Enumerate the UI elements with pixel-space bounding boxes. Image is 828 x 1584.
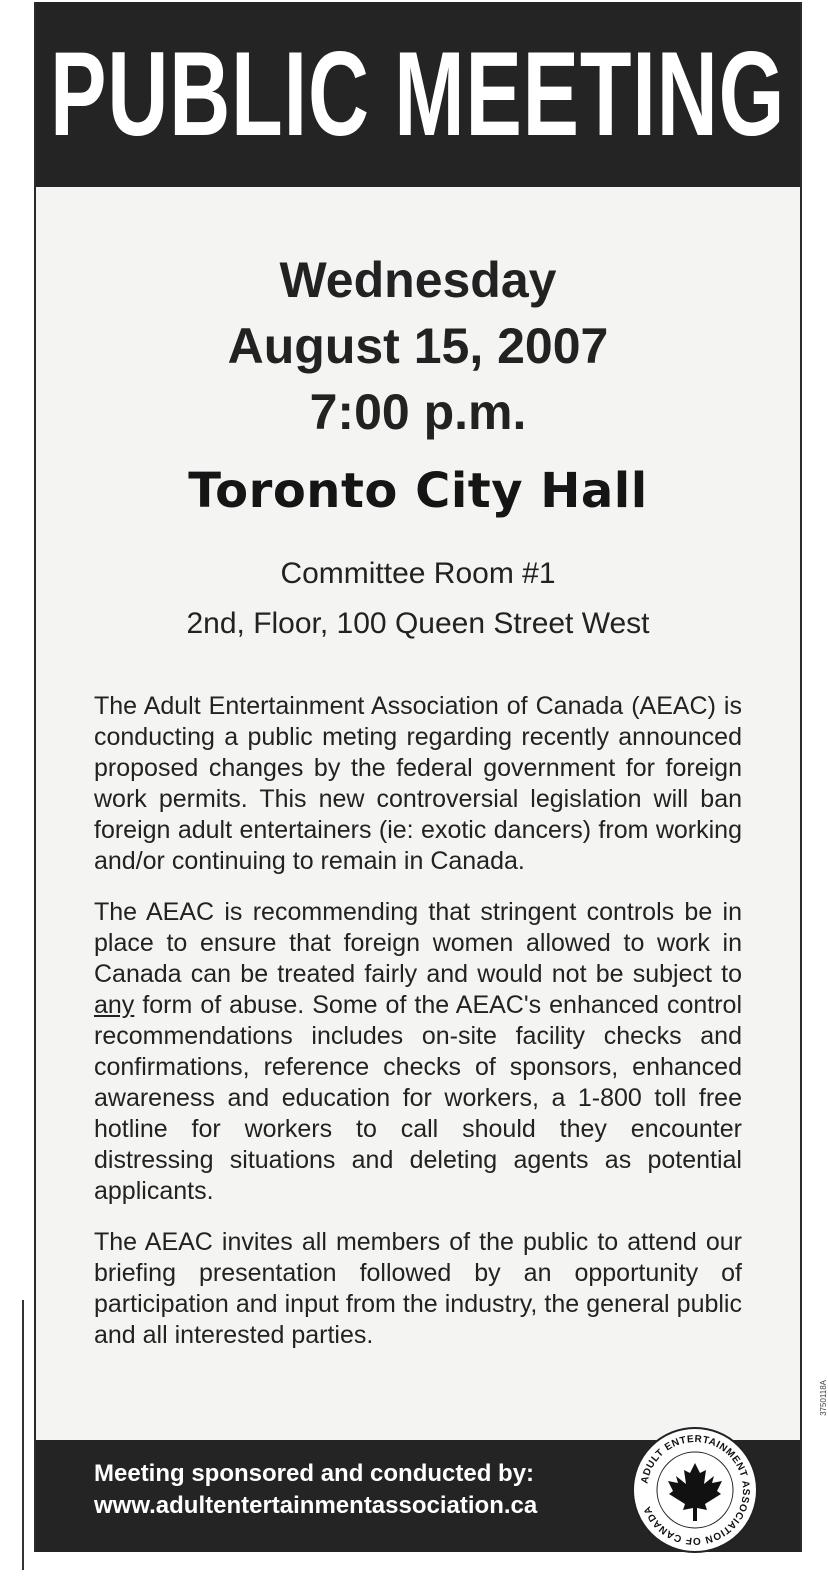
sponsor-url[interactable]: www.adultentertainmentassociation.ca	[94, 1492, 538, 1519]
underlined-word: any	[94, 991, 135, 1019]
footer-text	[94, 1458, 537, 1522]
date-block	[36, 247, 800, 445]
paragraph-2-start: The AEAC is recommending that stringent controls be in place to ensure that foreign women allowed to work in Canada can be treated fairly and would not be subject to	[94, 898, 742, 988]
scan-edge-line	[22, 1300, 24, 1570]
paragraph-3: The AEAC invites all members of the public to attend our briefing presentation followed by an opportunity of participation and input from the industry, the general public and all interested parties.	[94, 1228, 742, 1349]
banner-title: PUBLIC MEETING	[50, 27, 786, 161]
advertisement	[34, 2, 802, 1552]
paragraph-2	[94, 897, 742, 1207]
side-code: 3750118A	[819, 1380, 828, 1416]
event-venue: Toronto City Hall	[188, 463, 648, 519]
event-room: Committee Room #1	[280, 557, 556, 590]
association-seal	[630, 1425, 760, 1555]
event-date: August 15, 2007	[227, 318, 609, 374]
sponsor-label: Meeting sponsored and conducted by:	[94, 1460, 535, 1487]
seal-text: ADULT ENTERTAINMENT ASSOCIATION OF CANADA	[639, 1433, 752, 1547]
footer	[36, 1433, 800, 1552]
event-day: Wednesday	[279, 252, 557, 308]
event-address: 2nd, Floor, 100 Queen Street West	[186, 607, 650, 640]
paragraph-1: The Adult Entertainment Association of Canada (AEAC) is conducting a public meting regarding recently announced proposed changes by the federal government for foreign work permits. This new controversial legislation will ban foreign adult entertainers (ie: exotic dancers) from working and/or continuing to remain in Canada.	[94, 692, 742, 875]
room-block	[36, 549, 800, 649]
event-time: 7:00 p.m.	[309, 384, 527, 440]
body-text	[94, 691, 742, 1351]
paragraph-2-end: form of abuse. Some of the AEAC's enhanced control recommendations includes on-site facility checks and confirmations, reference checks of sponsors, enhanced awareness and education for workers, a 1-800 toll free hotline for workers to call should they encounter distressing situations and deleting agents as potential applicants.	[94, 991, 742, 1205]
banner	[36, 2, 800, 187]
